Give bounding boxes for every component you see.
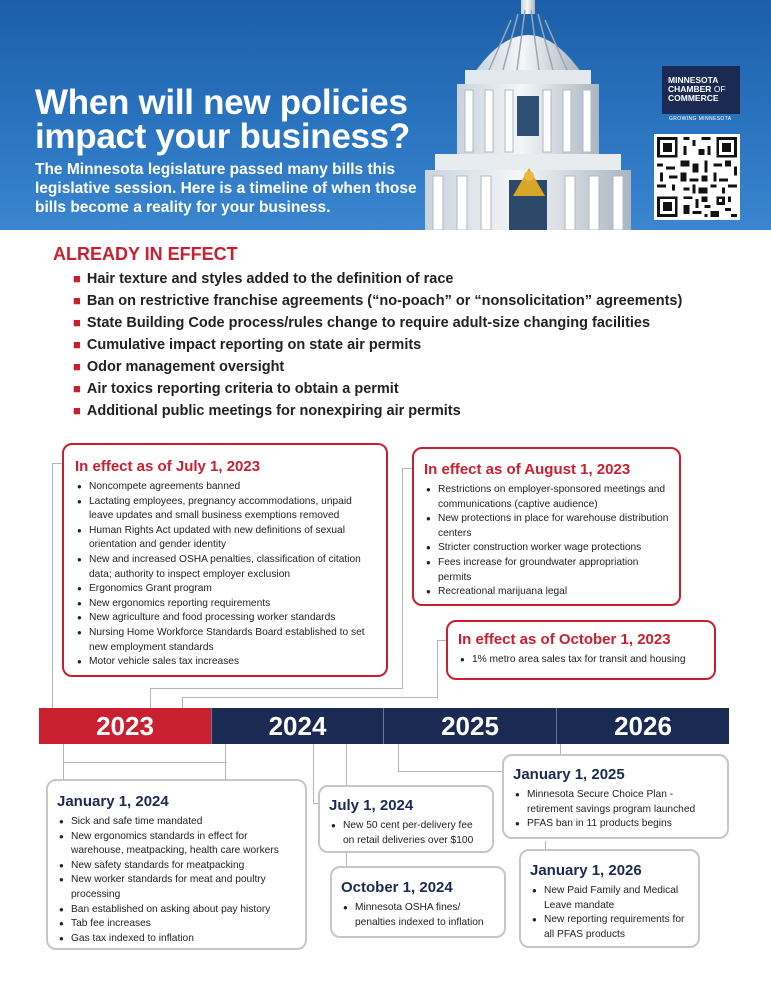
logo-line-2: CHAMBER OF xyxy=(668,84,726,94)
box-list xyxy=(341,901,498,930)
year-2026: 2026 xyxy=(557,708,729,744)
list-item: ■ Hair texture and styles added to the definition of race xyxy=(73,271,454,287)
list-item: ● New reporting requirements for all PFAS products xyxy=(530,913,692,942)
box-january-2026 xyxy=(519,849,700,948)
list-item: ● New worker standards for meat and poultry processing xyxy=(57,873,297,902)
bullet-icon: ■ xyxy=(73,337,81,352)
box-list xyxy=(458,653,706,668)
year-2025: 2025 xyxy=(384,708,557,744)
list-item: ● New ergonomics standards in effect for warehouse, meatpacking, health care workers xyxy=(57,830,297,859)
page-title: When will new policies impact your business? xyxy=(35,83,410,156)
bullet-icon: ■ xyxy=(73,403,81,418)
box-title: In effect as of October 1, 2023 xyxy=(458,631,671,648)
list-item: ● Ergonomics Grant program xyxy=(75,582,376,597)
list-item: ● New and increased OSHA penalties, classification of citation data; authority to inspect employer exclusion xyxy=(75,553,376,582)
bullet-icon: ■ xyxy=(73,359,81,374)
list-item: ■ Odor management oversight xyxy=(73,359,285,375)
header-banner xyxy=(0,0,771,230)
bullet-icon: ■ xyxy=(73,271,81,286)
list-item: ● Motor vehicle sales tax increases xyxy=(75,655,376,670)
box-title: January 1, 2026 xyxy=(530,862,642,879)
connector-line xyxy=(182,697,438,708)
box-october-2023 xyxy=(446,620,716,680)
list-item: ● Ban established on asking about pay history xyxy=(57,903,297,918)
list-item: ● Noncompete agreements banned xyxy=(75,480,376,495)
chamber-logo xyxy=(662,66,740,114)
connector-line xyxy=(398,744,502,772)
list-item: ● New Paid Family and Medical Leave mandate xyxy=(530,884,692,913)
list-item: ● Gas tax indexed to inflation xyxy=(57,932,297,947)
box-title: January 1, 2024 xyxy=(57,793,169,810)
list-item: ■ Additional public meetings for nonexpiring air permits xyxy=(73,403,461,419)
list-item: ● PFAS ban in 11 products begins xyxy=(513,817,721,832)
list-item: ● New safety standards for meatpacking xyxy=(57,859,297,874)
logo-tagline: GROWING MINNESOTA xyxy=(669,116,732,122)
box-title: January 1, 2025 xyxy=(513,766,625,783)
list-item: ■ Ban on restrictive franchise agreements (“no-poach” or “nonsolicitation” agreements) xyxy=(73,293,683,309)
box-july-2023 xyxy=(62,443,388,677)
connector-line xyxy=(63,762,227,763)
box-title: July 1, 2024 xyxy=(329,797,414,814)
page-subtitle: The Minnesota legislature passed many bills this legislative session. Here is a timeline of when those bills become a reality for your business. xyxy=(35,161,417,216)
box-title: In effect as of July 1, 2023 xyxy=(75,458,261,475)
list-item: ● New ergonomics reporting requirements xyxy=(75,597,376,612)
box-list xyxy=(75,480,376,670)
box-january-2024 xyxy=(46,779,307,950)
list-item: ● Stricter construction worker wage protections xyxy=(424,541,669,556)
list-item: ● Tab fee increases xyxy=(57,917,297,932)
box-october-2024 xyxy=(330,866,506,938)
list-item: ● New protections in place for warehouse distribution centers xyxy=(424,512,669,541)
already-in-effect-heading: ALREADY IN EFFECT xyxy=(53,244,238,264)
logo-line-1: MINNESOTA xyxy=(668,75,719,85)
box-list xyxy=(57,815,297,946)
already-in-effect-list xyxy=(73,268,682,422)
box-title: October 1, 2024 xyxy=(341,879,453,896)
qr-code-icon[interactable] xyxy=(654,134,740,220)
box-list xyxy=(513,788,721,832)
list-item: ● Human Rights Act updated with new definitions of sexual orientation and gender identity xyxy=(75,524,376,553)
list-item: ● Sick and safe time mandated xyxy=(57,815,297,830)
year-2023: 2023 xyxy=(39,708,212,744)
box-january-2025 xyxy=(502,754,729,839)
list-item: ● Nursing Home Workforce Standards Board established to set new employment standards xyxy=(75,626,376,655)
list-item: ■ Air toxics reporting criteria to obtain a permit xyxy=(73,381,399,397)
box-august-2023 xyxy=(412,447,681,606)
box-july-2024 xyxy=(318,785,494,853)
year-2024: 2024 xyxy=(212,708,384,744)
box-list xyxy=(424,483,669,600)
list-item: ● Minnesota Secure Choice Plan - retirement savings program launched xyxy=(513,788,721,817)
list-item: ■ Cumulative impact reporting on state air permits xyxy=(73,337,422,353)
timeline-bar xyxy=(39,708,729,744)
logo-line-3: COMMERCE xyxy=(668,93,719,103)
list-item: ■ State Building Code process/rules change to require adult-size changing facilities xyxy=(73,315,651,331)
list-item: ● Recreational marijuana legal xyxy=(424,585,669,600)
list-item: ● 1% metro area sales tax for transit and housing xyxy=(458,653,706,668)
box-list xyxy=(329,819,486,848)
bullet-icon: ■ xyxy=(73,315,81,330)
list-item: ● Minnesota OSHA fines/ penalties indexed to inflation xyxy=(341,901,498,930)
list-item: ● Lactating employees, pregnancy accommodations, unpaid leave updates and small business exemptions removed xyxy=(75,495,376,524)
list-item: ● Restrictions on employer-sponsored meetings and communications (captive audience) xyxy=(424,483,669,512)
box-title: In effect as of August 1, 2023 xyxy=(424,461,631,478)
bullet-icon: ■ xyxy=(73,381,81,396)
list-item: ● Fees increase for groundwater appropriation permits xyxy=(424,556,669,585)
list-item: ● New 50 cent per-delivery fee on retail deliveries over $100 xyxy=(329,819,486,848)
bullet-icon: ■ xyxy=(73,293,81,308)
box-list xyxy=(530,884,692,942)
list-item: ● New agriculture and food processing worker standards xyxy=(75,611,376,626)
